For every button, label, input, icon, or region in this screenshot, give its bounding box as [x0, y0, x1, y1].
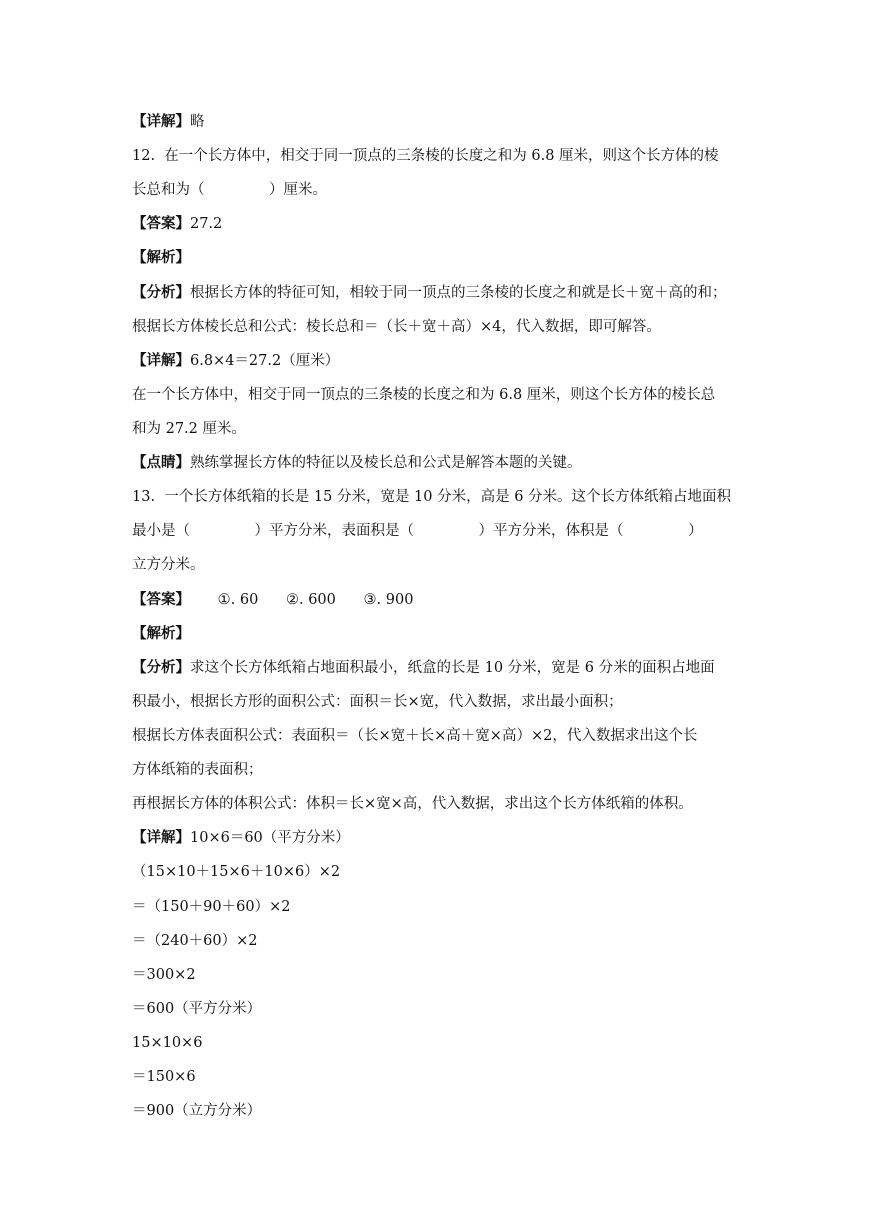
line-text: 求这个长方体纸箱占地面积最小，纸盒的长是 10 分米，宽是 6 分米的面积占地面	[190, 660, 715, 676]
line-text: 根据长方体棱长总和公式：棱长总和＝（长＋宽＋高）×4，代入数据，即可解答。	[132, 319, 661, 335]
text-line	[132, 112, 205, 132]
line-text: ＝150×6	[132, 1069, 196, 1085]
question-13-line-1	[132, 487, 731, 507]
line-text: 在一个长方体中，相交于同一顶点的三条棱的长度之和为 6.8 厘米，则这个长方体的棱长总	[132, 387, 716, 403]
question-12-line-2	[132, 180, 327, 200]
line-text: 长总和为（ ）厘米。	[132, 182, 328, 198]
calculation-line	[132, 862, 340, 882]
answer-line	[132, 214, 222, 234]
calculation-line	[132, 897, 290, 917]
section-tag: 【详解】	[132, 352, 190, 369]
analysis-heading	[132, 248, 190, 268]
line-text: 27.2	[190, 216, 223, 232]
calculation-line	[132, 999, 261, 1019]
section-tag: 【答案】	[132, 591, 190, 608]
line-text: 最小是（ ）平方分米，表面积是（ ）平方分米，体积是（ ）	[132, 523, 703, 539]
line-text: （15×10＋15×6＋10×6）×2	[132, 864, 341, 880]
line-text: 13. 一个长方体纸箱的长是 15 分米，宽是 10 分米，高是 6 分米。这个长方体纸箱占地面积	[132, 489, 732, 505]
text-line	[132, 692, 623, 712]
line-text: 再根据长方体的体积公式：体积＝长×宽×高，代入数据，求出这个长方体纸箱的体积。	[132, 796, 693, 812]
text-line	[132, 351, 339, 371]
text-line	[132, 317, 661, 337]
line-text: ＝（150＋90＋60）×2	[132, 899, 291, 915]
calculation-line	[132, 1101, 261, 1121]
text-line	[132, 794, 693, 814]
line-text: 熟练掌握长方体的特征以及棱长总和公式是解答本题的关键。	[190, 455, 582, 471]
text-line	[132, 658, 715, 678]
section-tag: 【答案】	[132, 215, 190, 232]
text-line	[132, 726, 697, 746]
analysis-heading	[132, 624, 190, 644]
section-tag: 【解析】	[132, 625, 190, 642]
line-text: ＝900（立方分米）	[132, 1103, 262, 1119]
line-text: 方体纸箱的表面积；	[132, 762, 263, 778]
text-line	[132, 453, 582, 473]
text-line	[132, 419, 246, 439]
question-13-line-3	[132, 555, 205, 575]
line-text: ①. 60 ②. 600 ③. 900	[190, 592, 414, 608]
section-tag: 【详解】	[132, 829, 190, 846]
line-text: 6.8×4＝27.2（厘米）	[190, 353, 340, 369]
section-tag: 【分析】	[132, 284, 190, 301]
line-text: ＝（240＋60）×2	[132, 933, 258, 949]
line-text: 根据长方体的特征可知，相较于同一顶点的三条棱的长度之和就是长＋宽＋高的和；	[190, 285, 727, 301]
line-text: 略	[190, 114, 205, 130]
line-text: ＝600（平方分米）	[132, 1001, 262, 1017]
section-tag: 【点睛】	[132, 454, 190, 471]
question-12-line-1	[132, 146, 719, 166]
section-tag: 【解析】	[132, 249, 190, 266]
section-tag: 【详解】	[132, 113, 190, 130]
line-text: 10×6＝60（平方分米）	[190, 830, 350, 846]
calculation-line	[132, 1033, 202, 1053]
text-line	[132, 283, 727, 303]
line-text: 积最小，根据长方形的面积公式：面积＝长×宽，代入数据，求出最小面积；	[132, 694, 623, 710]
line-text: 立方分米。	[132, 557, 205, 573]
section-tag: 【分析】	[132, 659, 190, 676]
line-text: 12. 在一个长方体中，相交于同一顶点的三条棱的长度之和为 6.8 厘米，则这个长方体的棱	[132, 148, 719, 164]
calculation-line	[132, 931, 258, 951]
question-13-line-2	[132, 521, 703, 541]
calculation-line	[132, 1067, 196, 1087]
line-text: 根据长方体表面积公式：表面积＝（长×宽＋长×高＋宽×高）×2，代入数据求出这个长	[132, 728, 698, 744]
line-text: ＝300×2	[132, 967, 196, 983]
text-line	[132, 828, 350, 848]
calculation-line	[132, 965, 196, 985]
answer-line	[132, 590, 413, 610]
line-text: 和为 27.2 厘米。	[132, 421, 247, 437]
text-line	[132, 760, 263, 780]
text-line	[132, 385, 715, 405]
line-text: 15×10×6	[132, 1035, 203, 1051]
